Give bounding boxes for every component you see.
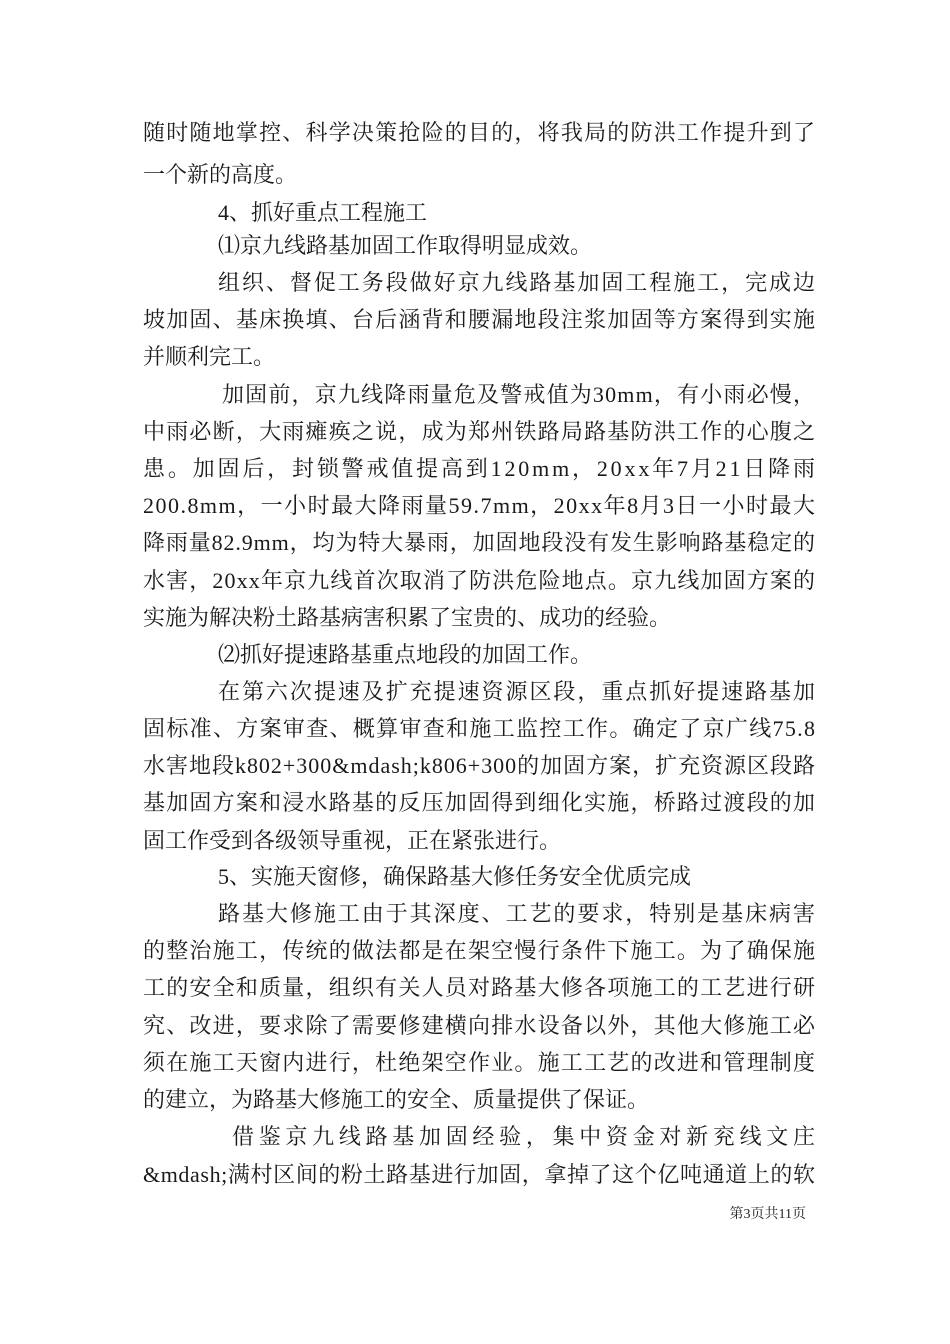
- text-line: 路基大修施工由于其深度、工艺的要求，特别是基床病害: [218, 901, 817, 926]
- text-line: 水害地段k802+300&mdash;k806+300的加固方案，扩充资源区段路: [143, 753, 816, 778]
- text-line: 中雨必断，大雨瘫痪之说，成为郑州铁路局路基防洪工作的心腹之: [143, 419, 817, 444]
- subsection-heading: ⑵抓好提速路基重点地段的加固工作。: [218, 642, 593, 667]
- text-line: 的建立，为路基大修施工的安全、质量提供了保证。: [143, 1087, 650, 1112]
- text-line: 随时随地掌控、科学决策抢险的目的，将我局的防洪工作提升到了: [143, 120, 817, 145]
- subsection-heading: ⑴京九线路基加固工作取得明显成效。: [218, 233, 593, 258]
- text-line: 水害，20xx年京九线首次取消了防洪危险地点。京九线加固方案的: [143, 568, 817, 593]
- text-line: 并顺利完工。: [143, 344, 276, 369]
- text-line: 组织、督促工务段做好京九线路基加固工程施工，完成边: [218, 270, 817, 295]
- text-line: 借鉴京九线路基加固经验，集中资金对新兖线文庄: [232, 1124, 820, 1149]
- text-line: 的整治施工，传统的做法都是在架空慢行条件下施工。为了确保施: [143, 938, 817, 963]
- text-line: 在第六次提速及扩充提速资源区段，重点抓好提速路基加: [218, 679, 817, 704]
- text-line: 降雨量82.9mm，均为特大暴雨，加固地段没有发生影响路基稳定的: [143, 530, 816, 555]
- text-line: 须在施工天窗内进行，杜绝架空作业。施工工艺的改进和管理制度: [143, 1050, 817, 1075]
- text-line: 究、改进，要求除了需要修建横向排水设备以外，其他大修施工必: [143, 1013, 817, 1038]
- text-line: 一个新的高度。: [143, 162, 298, 187]
- text-line: 基加固方案和浸水路基的反压加固得到细化实施，桥路过渡段的加: [143, 790, 817, 815]
- text-line: 固标准、方案审查、概算审查和施工监控工作。确定了京广线75.8: [143, 716, 817, 741]
- page-number: 第3页共11页: [729, 1207, 806, 1222]
- text-line: 固工作受到各级领导重视，正在紧张进行。: [143, 828, 562, 853]
- text-line: 患。加固后，封锁警戒值提高到120mm，20xx年7月21日降雨: [143, 456, 818, 481]
- text-line: 加固前，京九线降雨量危及警戒值为30mm，有小雨必慢，: [222, 382, 817, 407]
- section-heading: 5、实施天窗修，确保路基大修任务安全优质完成: [218, 864, 692, 889]
- text-line: 实施为解决粉土路基病害积累了宝贵的、成功的经验。: [143, 605, 672, 630]
- text-line: 工的安全和质量，组织有关人员对路基大修各项施工的工艺进行研: [143, 975, 817, 1000]
- text-line: 200.8mm，一小时最大降雨量59.7mm，20xx年8月3日一小时最大: [143, 493, 817, 518]
- text-line: 坡加固、基床换填、台后涵背和腰漏地段注浆加固等方案得到实施: [143, 307, 817, 332]
- text-line: &mdash;满村区间的粉土路基进行加固，拿掉了这个亿吨通道上的软: [143, 1162, 816, 1187]
- section-heading: 4、抓好重点工程施工: [218, 200, 428, 225]
